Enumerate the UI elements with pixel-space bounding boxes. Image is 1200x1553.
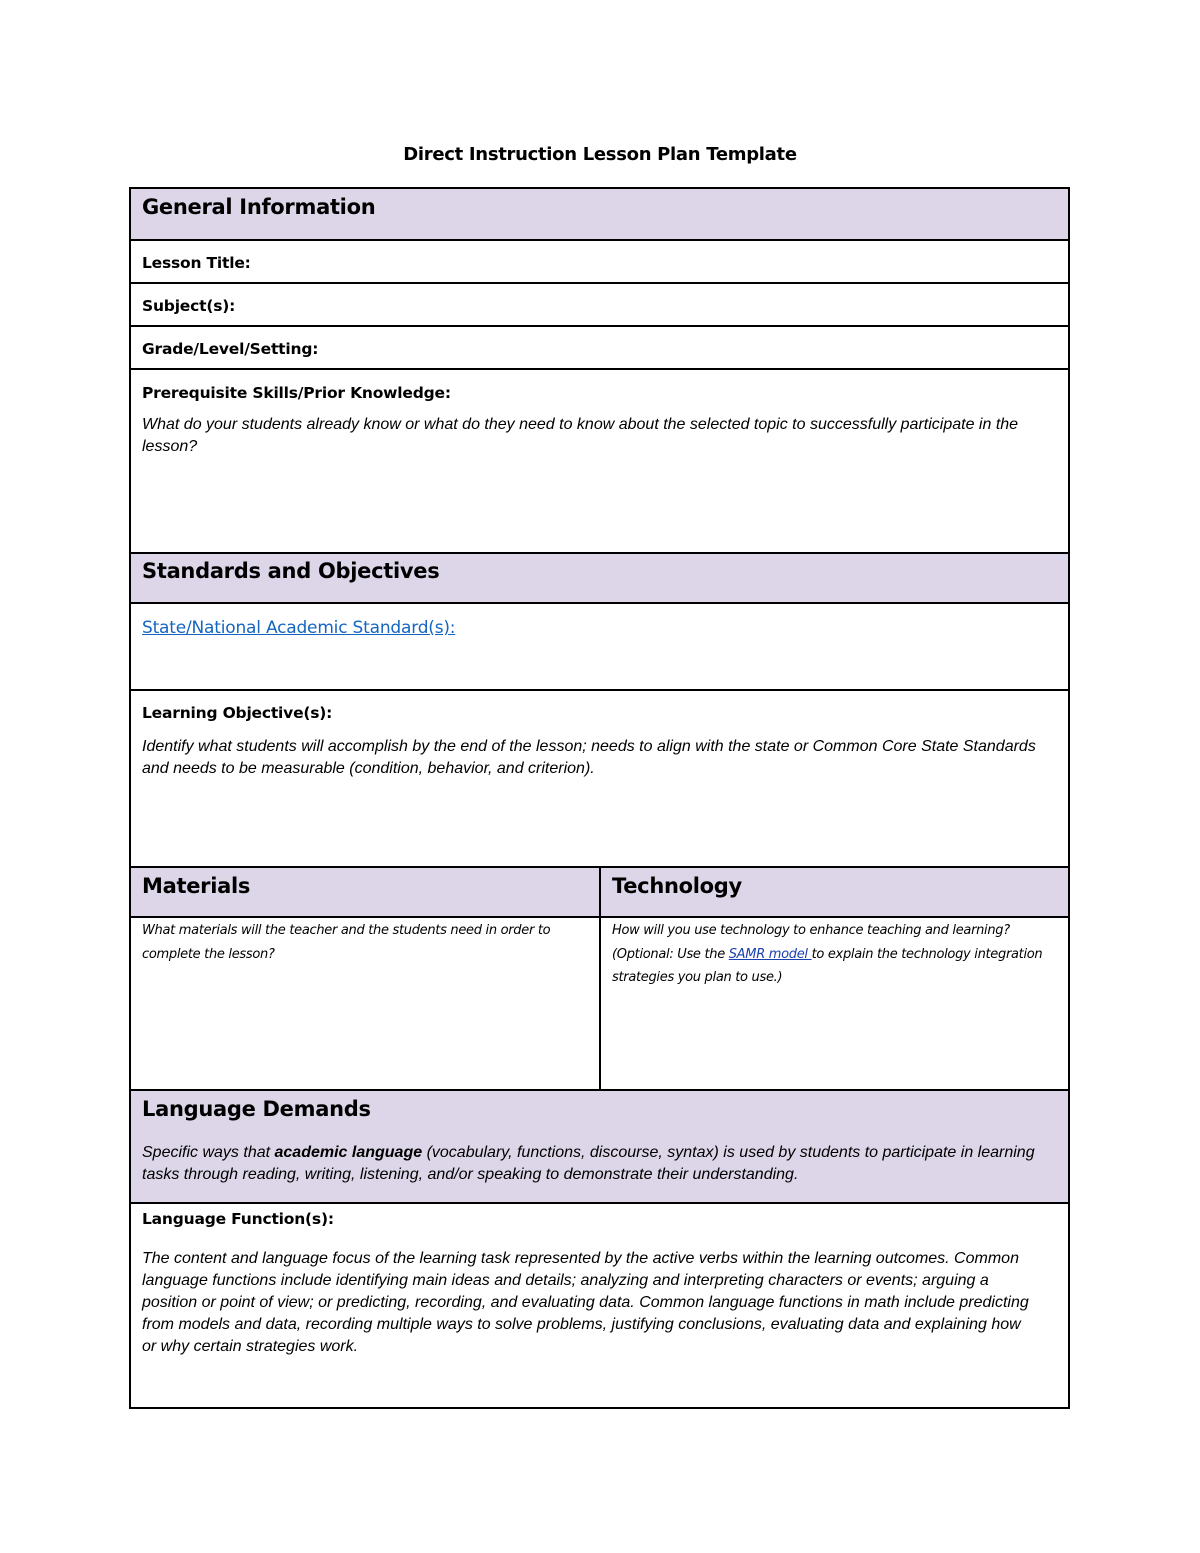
academic-standards-row[interactable] — [131, 604, 1068, 691]
learning-objectives-label: Learning Objective(s): — [142, 704, 333, 722]
language-functions-label: Language Function(s): — [142, 1210, 334, 1228]
grade-level-setting-label: Grade/Level/Setting: — [142, 340, 319, 358]
materials-heading: Materials — [142, 874, 251, 898]
materials-technology-header — [131, 868, 1068, 918]
grade-level-setting-row[interactable] — [131, 327, 1068, 370]
subjects-row[interactable] — [131, 284, 1068, 327]
standards-objectives-header — [131, 554, 1068, 604]
general-information-heading: General Information — [142, 195, 376, 219]
subjects-label: Subject(s): — [142, 297, 236, 315]
language-demands-text-end: (vocabulary, functions, discourse, syntax) is used by students to participate in learning tasks through reading, writing, listening, and/or speaking to demonstrate their understanding. — [142, 1144, 1035, 1183]
column-divider — [599, 868, 601, 916]
lesson-plan-table — [129, 187, 1070, 1409]
prerequisite-skills-row[interactable] — [131, 370, 1068, 554]
document-title: Direct Instruction Lesson Plan Template — [403, 144, 797, 165]
language-demands-description — [142, 1142, 1050, 1186]
standards-objectives-heading: Standards and Objectives — [142, 559, 440, 583]
lesson-title-label: Lesson Title: — [142, 254, 251, 272]
language-demands-heading: Language Demands — [142, 1097, 371, 1121]
technology-prompt[interactable] — [612, 919, 1054, 990]
prerequisite-skills-prompt: What do your students already know or what do they need to know about the selected topic to successfully participate in the lesson? — [142, 416, 1019, 455]
technology-prompt-end: to explain the technology integration strategies you plan to use.) — [612, 946, 1043, 985]
learning-objectives-row[interactable] — [131, 691, 1068, 868]
column-divider — [599, 918, 601, 1089]
language-demands-header — [131, 1091, 1068, 1204]
prerequisite-skills-label: Prerequisite Skills/Prior Knowledge: — [142, 384, 451, 402]
language-functions-prompt: The content and language focus of the learning task represented by the active verbs within the learning outcomes. Common language functions include identifying main ideas and details; analyzing and interpreting characters or events; arguing a position or point of view; or predicting, recording, and evaluating data. Common language functions in math include predicting from models and data, recording multiple ways to solve problems, justifying conclusions, evaluating data and explaining how or why certain strategies work. — [142, 1250, 1029, 1355]
learning-objectives-prompt: Identify what students will accomplish by the end of the lesson; needs to align with the state or Common Core State Standards and needs to be measurable (condition, behavior, and criterion). — [142, 738, 1036, 777]
materials-prompt[interactable]: What materials will the teacher and the students need in order to complete the lesson? — [142, 923, 551, 962]
academic-standards-link[interactable]: State/National Academic Standard(s): — [142, 618, 456, 638]
technology-heading: Technology — [612, 874, 742, 898]
language-functions-row[interactable] — [131, 1204, 1068, 1407]
materials-technology-row — [131, 918, 1068, 1091]
general-information-header — [131, 189, 1068, 241]
technology-prompt-start: How will you use technology to enhance teaching and learning? (Optional: Use the — [612, 923, 1010, 962]
lesson-title-row[interactable] — [131, 241, 1068, 284]
samr-model-link[interactable]: SAMR model — [728, 946, 812, 962]
language-demands-text: Specific ways that — [142, 1144, 275, 1161]
academic-language-term: academic language — [274, 1144, 423, 1161]
